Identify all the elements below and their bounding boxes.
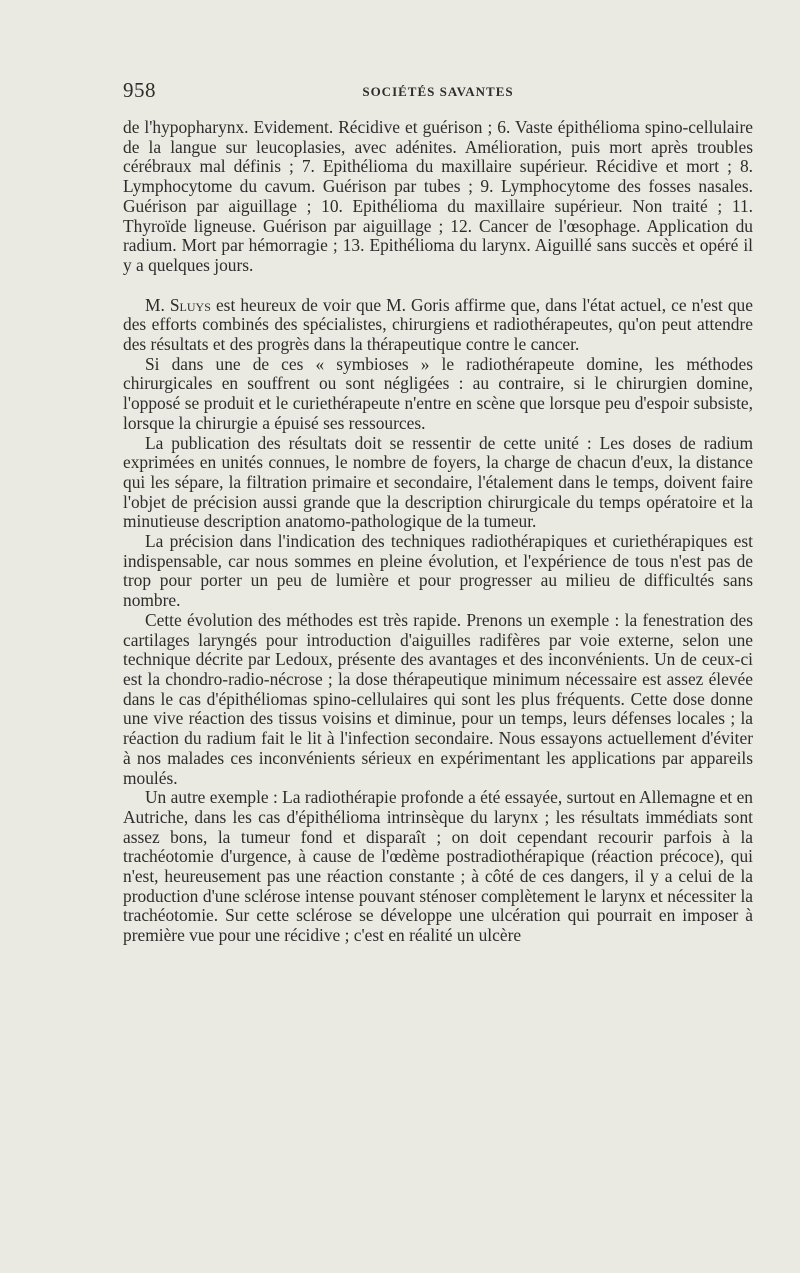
paragraph: Si dans une de ces « symbioses » le radiothérapeute domine, les méthodes chirurgicales en souffrent ou sont négligées : au contraire, si le chirurgien domine, l'opposé se produit et le curiethérapeute n'entre en scène que lorsque peu d'espoir subsiste, lorsque la chirurgie a épuisé ses ressources.: [123, 353, 753, 433]
paragraph-continued: de l'hypopharynx. Evidement. Récidive et guérison ; 6. Vaste épithélioma spino-cellulaire de la langue sur leucoplasies, avec adénites. Amélioration, puis mort après troubles cérébraux mal définis ; 7. Epithélioma du maxillaire supérieur. Récidive et mort ; 8. Lymphocytome du cavum. Guérison par tubes ; 9. Lymphocytome des fosses nasales. Guérison par aiguillage ; 10. Epithélioma du maxillaire supérieur. Non traité ; 11. Thyroïde ligneuse. Guérison par aiguillage ; 12. Cancer de l'œsophage. Application du radium. Mort par hémorragie ; 13. Epithélioma du larynx. Aiguillé sans succès et opéré il y a quelques jours.: [123, 117, 753, 275]
speaker-prefix: M.: [145, 294, 170, 315]
paragraph-sluys: [123, 296, 753, 355]
speaker-name: Sluys: [169, 294, 211, 315]
page-header: [123, 78, 753, 104]
running-head: SOCIÉTÉS SAVANTES: [362, 84, 514, 99]
page-number: 958: [123, 78, 156, 102]
paragraph-text: est heureux de voir que M. Goris affirme que, dans l'état actuel, ce n'est que des efforts combinés des spécialistes, chirurgiens et radiothérapeutes, qu'on peut attendre des résultats et des progrès dans la thérapeutique contre le cancer.: [123, 294, 753, 355]
paragraph: La publication des résultats doit se ressentir de cette unité : Les doses de radium exprimées en unités connues, le nombre de foyers, la charge de chacun d'eux, la distance qui les sépare, la filtration primaire et secondaire, l'étalement dans le temps, doivent faire l'objet de précision aussi grande que la description chirurgicale du temps opératoire et la minutieuse description anatomo-pathologique de la tumeur.: [123, 432, 753, 532]
paragraph: Cette évolution des méthodes est très rapide. Prenons un exemple : la fenestration des cartilages laryngés pour introduction d'aiguilles radifères par voie externe, selon une technique décrite par Ledoux, présente des avantages et des inconvénients. Un de ceux-ci est la chondro-radio-nécrose ; la dose thérapeutique minimum nécessaire est assez élevée dans le cas d'épithéliomas spino-cellulaires qui sont les plus fréquents. Cette dose donne une vive réaction des tissus voisins et diminue, pour un temps, leurs défenses locales ; la réaction du radium fait le lit à l'infection secondaire. Nous essayons actuellement d'éviter à nos malades ces inconvénients sérieux en expérimentant les applications par appareils moulés.: [123, 609, 753, 788]
body-text: [123, 118, 753, 946]
paragraph: Un autre exemple : La radiothérapie profonde a été essayée, surtout en Allemagne et en Autriche, dans les cas d'épithélioma intrinsèque du larynx ; les résultats immédiats sont assez bons, la tumeur fond et disparaît ; on doit cependant recourir parfois à la trachéotomie d'urgence, à cause de l'œdème postradiothérapique (réaction précoce), qui n'est, heureusement pas une réaction constante ; à côté de ces dangers, il y a celui de la production d'une sclérose intense pouvant sténoser complètement le larynx et nécessiter la trachéotomie. Sur cette sclérose se développe une ulcération qui pourrait en imposer à première vue pour une récidive ; c'est en réalité un ulcère: [123, 787, 753, 946]
paragraph: La précision dans l'indication des techniques radiothérapiques et curiethérapiques est indispensable, car nous sommes en pleine évolution, et l'expérience de tous n'est pas de trop pour porter un peu de lumière et pour progresser au milieu de difficultés sans nombre.: [123, 531, 753, 611]
